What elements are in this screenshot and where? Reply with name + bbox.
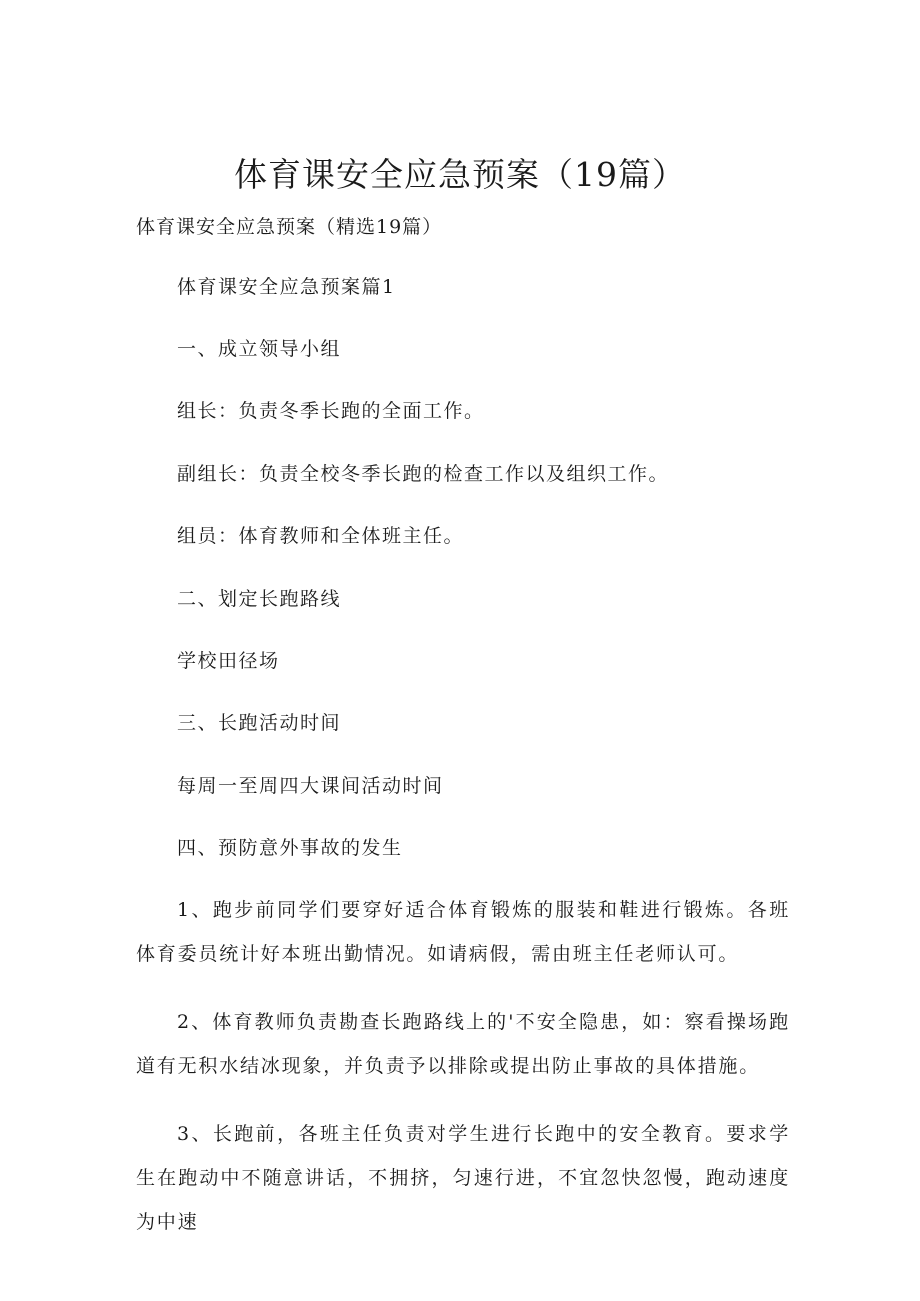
list-item: 组员：体育教师和全体班主任。 [177,525,465,547]
list-item: 学校田径场 [177,650,280,672]
body-paragraph: 2、体育教师负责勘查长跑路线上的'不安全隐患，如：察看操场跑道有无积水结冰现象，并负责予以排除或提出防止事故的具体措施。 [136,1011,790,1077]
list-item: 组长：负责冬季长跑的全面工作。 [177,400,485,422]
document-title: 体育课安全应急预案（19篇） [234,155,686,194]
list-item: 四、预防意外事故的发生 [177,837,403,859]
body-paragraph: 1、跑步前同学们要穿好适合体育锻炼的服装和鞋进行锻炼。各班体育委员统计好本班出勤情况。如请病假，需由班主任老师认可。 [136,899,790,965]
list-item: 一、成立领导小组 [177,338,342,360]
list-item: 三、长跑活动时间 [177,712,342,734]
section-heading: 体育课安全应急预案篇1 [177,276,396,298]
list-item: 每周一至周四大课间活动时间 [177,775,444,797]
body-paragraph: 3、长跑前，各班主任负责对学生进行长跑中的安全教育。要求学生在跑动中不随意讲话，不拥挤，匀速行进，不宜忽快忽慢，跑动速度为中速 [136,1123,790,1233]
list-item: 二、划定长跑路线 [177,588,342,610]
document-subtitle: 体育课安全应急预案（精选19篇） [136,216,443,238]
list-item: 副组长：负责全校冬季长跑的检查工作以及组织工作。 [177,463,670,485]
